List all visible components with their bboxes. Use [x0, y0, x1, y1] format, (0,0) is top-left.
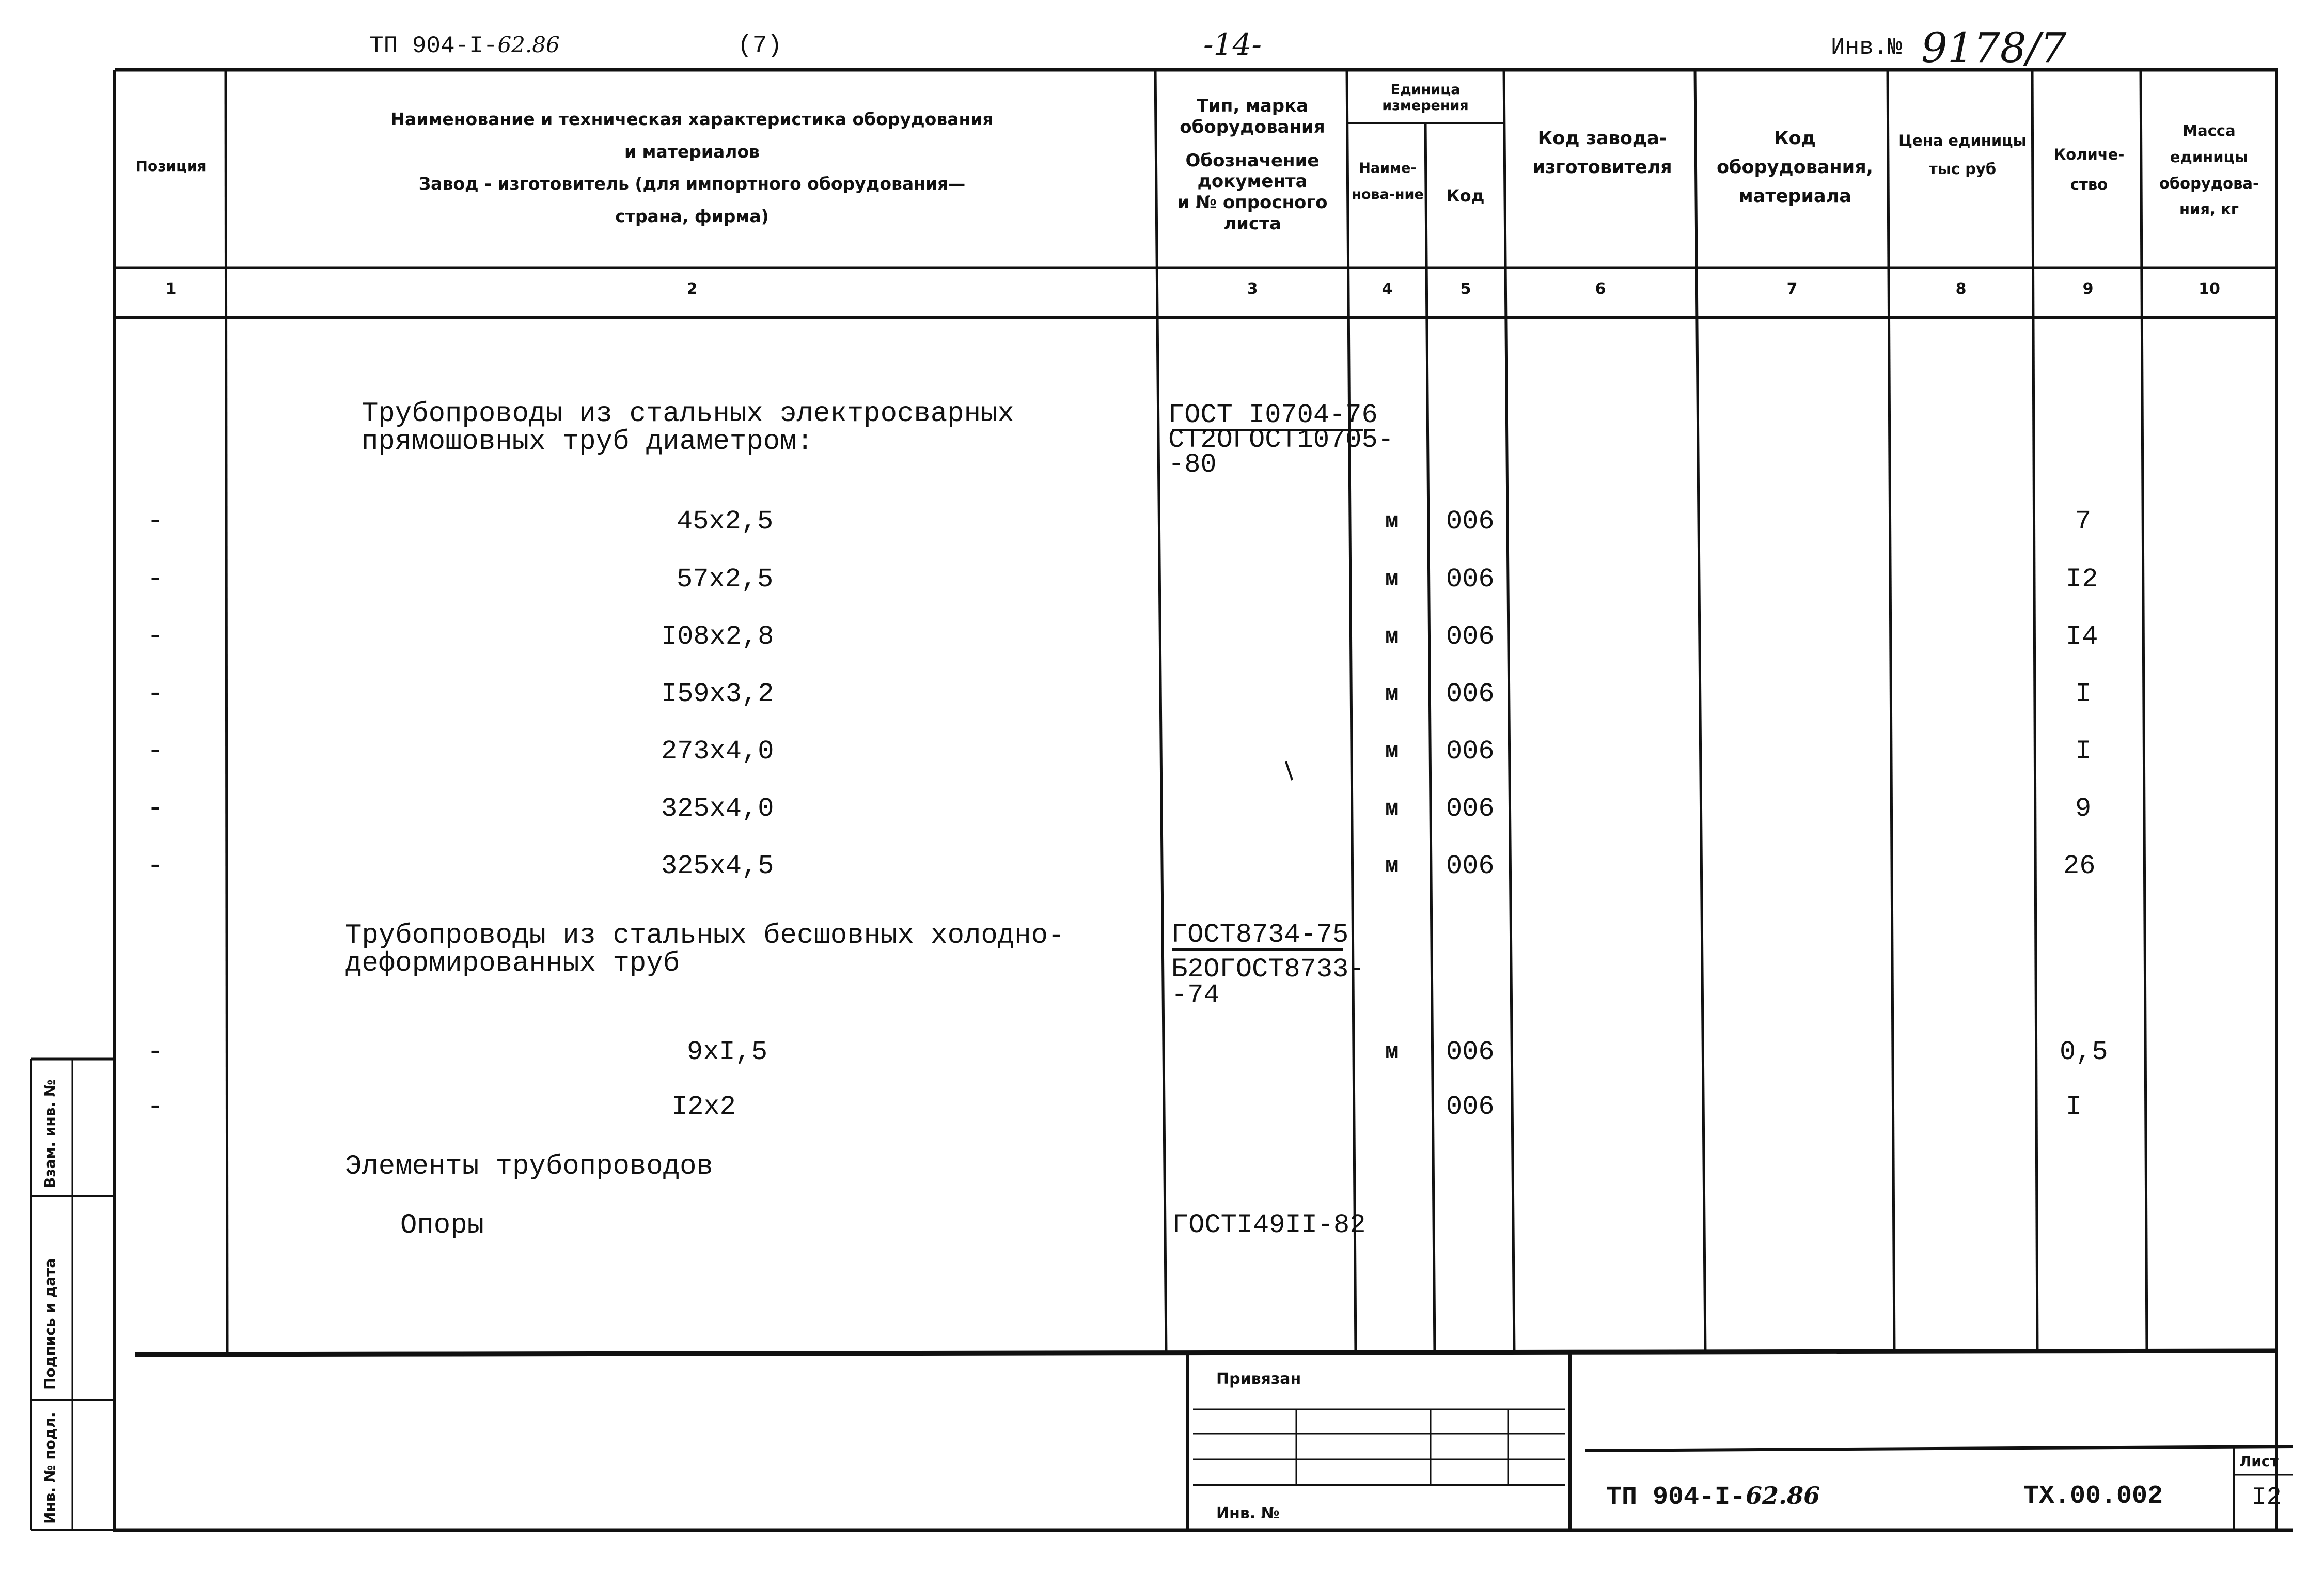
row-unit: м [1385, 853, 1399, 879]
row-position: - [147, 564, 164, 595]
inv-label: Инв.№ [1831, 34, 1903, 61]
row-quantity: 0,5 [2060, 1037, 2108, 1067]
section-1-line2: прямошовных труб диаметром: [362, 426, 813, 458]
header-name [232, 103, 1152, 233]
row-quantity: 9 [2075, 794, 2092, 824]
colnum-6: 6 [1595, 280, 1606, 298]
section-1-line1: Трубопроводы из стальных электросварных [362, 398, 1014, 430]
row-name: I59х3,2 [661, 679, 774, 709]
row-unit: м [1385, 681, 1399, 707]
header-name-line1: Наименование и техническая характеристика оборудования [390, 109, 994, 129]
row-position: - [147, 621, 164, 652]
doc-code-top-suffix: 62.86 [497, 32, 560, 57]
row-code: 006 [1446, 621, 1495, 652]
row-name: 325х4,0 [661, 794, 774, 824]
header-type-line3: Обозначение [1185, 150, 1320, 171]
side-podpis: Подпись и дата [41, 1258, 58, 1390]
colnum-10: 10 [2199, 280, 2220, 298]
header-equipment-code: Код оборудования, материала [1717, 128, 1873, 207]
row-code: 006 [1446, 564, 1495, 595]
section-1-std-line2: СТ2ОГОСТ10705- [1168, 424, 1394, 455]
row-name: I2х2 [671, 1092, 736, 1122]
row-code: 006 [1446, 1092, 1495, 1122]
row-quantity: I4 [2066, 621, 2098, 652]
header-position: Позиция [135, 158, 207, 175]
row-code: 006 [1446, 851, 1495, 881]
row-position: - [147, 736, 164, 767]
row-code: 006 [1446, 736, 1495, 767]
section-2-line1: Трубопроводы из стальных бесшовных холодно- [345, 920, 1065, 952]
row-name: 325х4,5 [661, 851, 774, 881]
section-1-std-line1: ГОСТ I0704-76 [1168, 400, 1378, 430]
header-mass: Масса единицы оборудова-ния, кг [2159, 122, 2259, 219]
row-quantity: I2 [2066, 564, 2098, 595]
section-3-title: Элементы трубопроводов [345, 1151, 713, 1183]
sheet-paren: (7) [737, 32, 782, 60]
row-position: - [147, 506, 164, 537]
header-type-line2: оборудования [1180, 116, 1325, 137]
row-code: 006 [1446, 1037, 1495, 1067]
header-type [1159, 96, 1345, 235]
row-quantity: I [2066, 1092, 2082, 1122]
colnum-7: 7 [1786, 280, 1798, 298]
doc-code-footer-suffix: 62.86 [1746, 1482, 1820, 1510]
side-vzam: Взам. инв. № [41, 1079, 58, 1188]
row-quantity: 7 [2075, 506, 2092, 537]
section-3-standard: ГОСТI49II-82 [1172, 1210, 1366, 1240]
privyazan-label: Привязан [1216, 1370, 1301, 1388]
row-code: 006 [1446, 679, 1495, 709]
header-name-line2: и материалов [624, 141, 760, 162]
row-unit: м [1385, 739, 1399, 765]
row-code: 006 [1446, 506, 1495, 537]
section-1-std-line3: -80 [1168, 449, 1217, 480]
list-value: I2 [2252, 1484, 2282, 1512]
section-2-title [345, 922, 1064, 978]
doc-code-top [369, 32, 560, 59]
colnum-2: 2 [686, 280, 698, 298]
section-1-title [362, 400, 1014, 456]
row-unit: м [1385, 1039, 1399, 1065]
row-code: 006 [1446, 794, 1495, 824]
row-unit: м [1385, 624, 1399, 650]
header-type-line6: листа [1223, 213, 1281, 234]
header-name-line4: страна, фирма) [615, 206, 769, 227]
row-quantity: I [2075, 736, 2092, 767]
colnum-1: 1 [165, 280, 177, 298]
header-unit-name: Наиме-нова-ние [1352, 160, 1424, 203]
header-quantity: Количе-ство [2053, 146, 2125, 193]
row-unit: м [1385, 796, 1399, 822]
row-position: - [147, 1092, 164, 1122]
header-unit-group: Единица измерения [1382, 82, 1469, 114]
row-quantity: 26 [2063, 851, 2096, 881]
colnum-9: 9 [2082, 280, 2094, 298]
inv-value: 9178/7 [1921, 24, 2067, 72]
row-unit: м [1385, 509, 1399, 535]
list-label: Лист [2239, 1453, 2279, 1470]
section-2-std-line2: Б2ОГОСТ8733- [1171, 954, 1365, 985]
section-2-standard [1171, 922, 1364, 1008]
row-position: - [147, 794, 164, 824]
colnum-8: 8 [1955, 280, 1967, 298]
section-3-item: Опоры [400, 1210, 484, 1241]
row-position: - [147, 1037, 164, 1067]
section-2-std-line3: -74 [1171, 979, 1220, 1010]
header-price: Цена единицы тыс руб [1898, 132, 2027, 178]
inv-no-label: Инв. № [1216, 1504, 1280, 1522]
side-inv-podl: Инв. № подл. [41, 1412, 58, 1524]
row-unit: м [1385, 567, 1399, 593]
row-position: - [147, 679, 164, 709]
sheet-code: ТХ.00.002 [2023, 1482, 2163, 1511]
doc-code-footer [1606, 1482, 1820, 1512]
row-name: 57х2,5 [677, 564, 774, 595]
header-type-line4: документа [1197, 171, 1308, 192]
header-factory-code: Код завода-изготовителя [1532, 128, 1672, 178]
row-name: 273х4,0 [661, 736, 774, 767]
row-name: 45х2,5 [677, 506, 774, 537]
colnum-5: 5 [1460, 280, 1471, 298]
colnum-3: 3 [1247, 280, 1258, 298]
colnum-4: 4 [1381, 280, 1393, 298]
header-type-line1: Тип, марка [1196, 96, 1309, 116]
header-type-line5: и № опросного [1177, 192, 1328, 213]
page-number: -14- [1203, 27, 1262, 62]
doc-code-top-prefix: ТП 904-I- [369, 33, 498, 59]
row-quantity: I [2075, 679, 2092, 709]
doc-code-footer-prefix: ТП 904-I- [1606, 1483, 1746, 1512]
row-name: 9хI,5 [687, 1037, 768, 1067]
section-2-std-line1: ГОСТ8734-75 [1171, 920, 1349, 950]
section-1-standard [1168, 400, 1394, 480]
header-name-line3: Завод - изготовитель (для импортного оборудования— [418, 174, 966, 194]
row-name: I08х2,8 [661, 621, 774, 652]
header-unit-code: Код [1446, 186, 1485, 206]
row-position: - [147, 851, 164, 881]
section-2-line2: деформированных труб [345, 948, 680, 979]
